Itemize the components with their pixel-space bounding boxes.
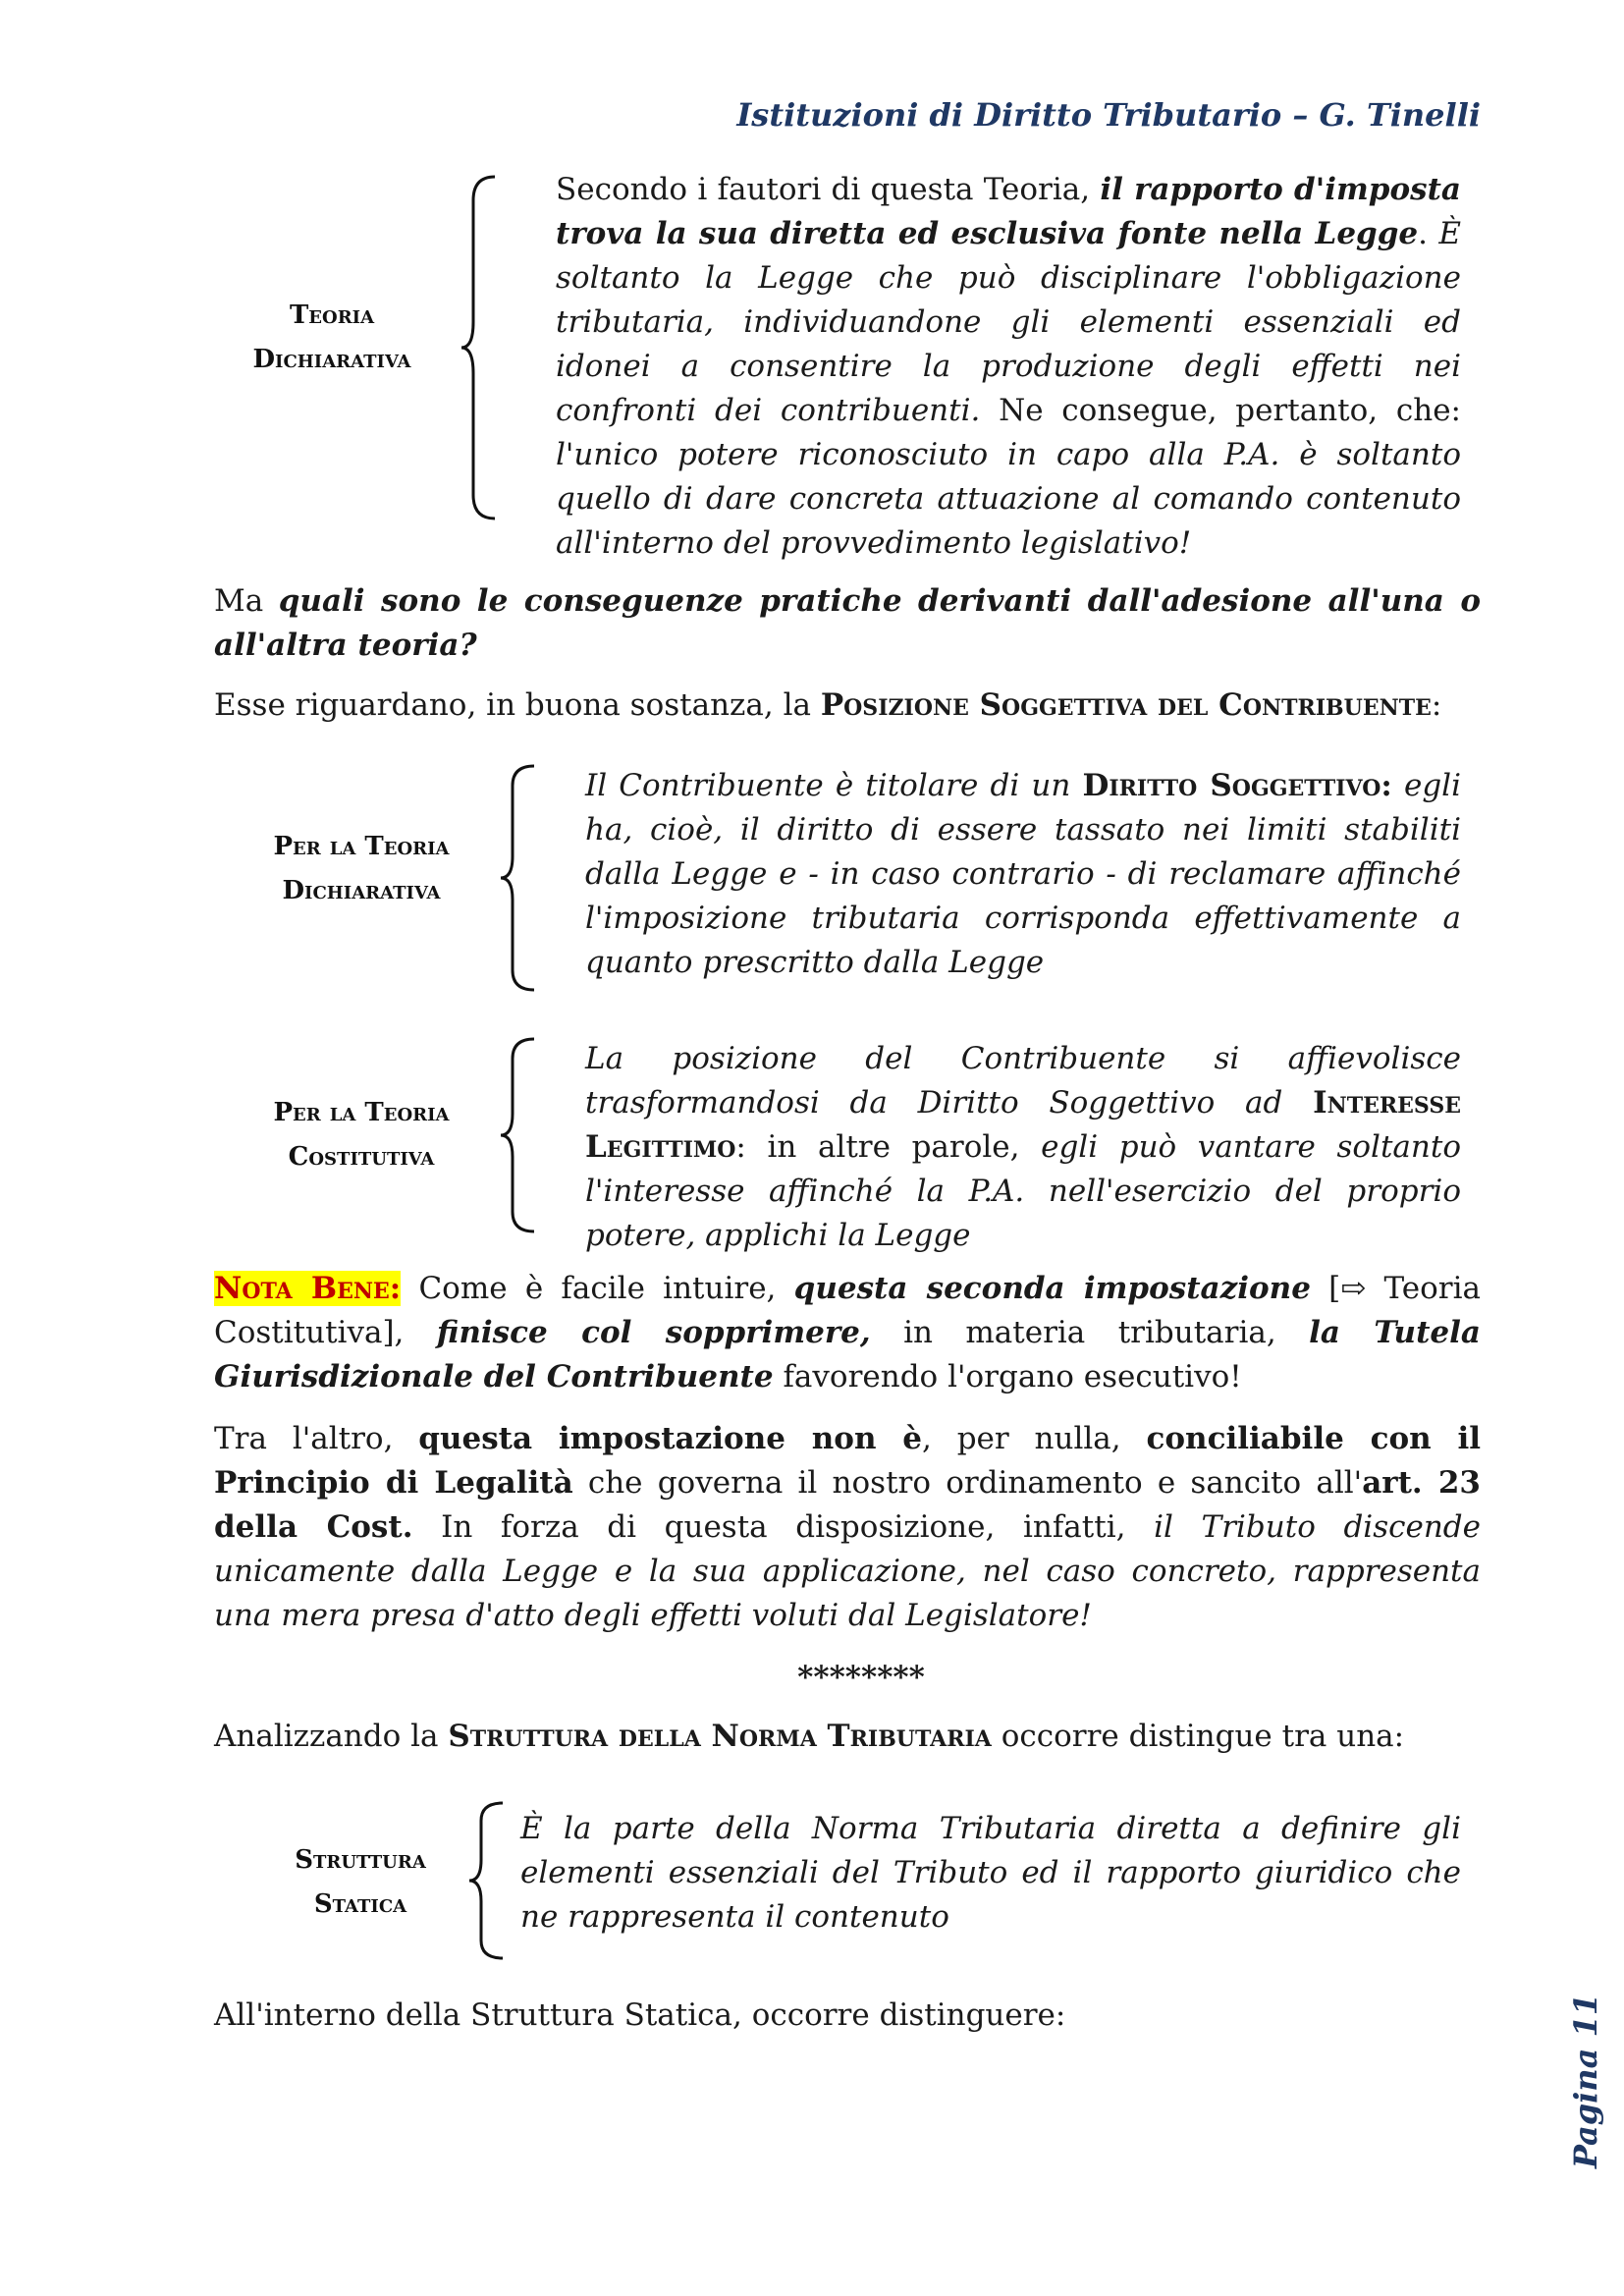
text-span: questa impostazione non è — [418, 1421, 922, 1456]
text-span: finisce col sopprimere, — [436, 1315, 871, 1350]
label-teoria-dichiarativa — [224, 294, 440, 382]
separator: ******** — [797, 1660, 925, 1695]
text-span: Esse riguardano, in buona sostanza, la — [214, 687, 821, 723]
per-teoria-dichiarativa-description — [585, 764, 1461, 985]
label-line1: Teoria — [289, 301, 375, 330]
paragraph-nota-bene — [214, 1267, 1481, 1399]
nota-bene-highlight: Nota Bene: — [214, 1271, 402, 1306]
label-line2: Statica — [313, 1889, 407, 1919]
smallcaps-term: Posizione Soggettiva del Contribuente — [820, 687, 1432, 723]
text-span: Ma — [214, 583, 279, 619]
text-span: conciliabile con il Principio di Legalità — [214, 1421, 1482, 1501]
paragraph-distinguere — [214, 1994, 1481, 2038]
emphasis-legge-fonte: il rapporto d'imposta trova la sua diretta ed esclusiva fonte nella Legge — [556, 172, 1461, 251]
text-span: : — [1431, 687, 1442, 723]
label-struttura-statica — [257, 1838, 463, 1927]
smallcaps-term: Interesse Legittimo — [585, 1085, 1461, 1165]
text-span: Analizzando la — [214, 1719, 449, 1754]
curly-brace — [458, 173, 501, 522]
text-span: . — [1418, 216, 1428, 251]
text-span: l'unico potere riconosciuto in capo alla P.A. è soltanto quello di dare concreta attuazione al comando contenuto all'interno del provvedimento legislativo! — [556, 437, 1461, 561]
text-span: il Tributo discende unicamente dalla Legge e la sua applicazione, nel caso concreto, rappresenta una mera presa d'atto degli effetti voluti dal Legislatore! — [214, 1509, 1481, 1633]
text-span: egli ha, cioè, il diritto di essere tassato nei limiti stabiliti dalla Legge e - in caso contrario - di reclamare affinché l'imposizione tributaria corrisponda effettivamente a quanto prescritto dalla Legge — [585, 768, 1461, 980]
page-number: Pagina 11 — [1567, 1994, 1604, 2169]
text-span: in materia tributaria, — [870, 1315, 1310, 1350]
label-line2: Dichiarativa — [282, 876, 441, 905]
curly-brace — [497, 762, 540, 994]
label-per-teoria-costitutiva — [244, 1091, 479, 1179]
document-header: Istituzioni di Diritto Tributario – G. Tinelli — [736, 96, 1481, 134]
text-span: che governa il nostro ordinamento e sancito all' — [572, 1465, 1363, 1501]
curly-brace — [497, 1035, 540, 1235]
text-span: : in altre parole, — [735, 1129, 1042, 1165]
text-span: occorre distingue tra una: — [991, 1719, 1405, 1754]
paragraph-legalita — [214, 1417, 1481, 1638]
text-span: la Tutela Giurisdizionale del Contribuente — [214, 1315, 1481, 1394]
teoria-dichiarativa-description — [556, 168, 1461, 566]
text-span: In forza di questa disposizione, infatti, — [412, 1509, 1155, 1545]
label-line1: Struttura — [295, 1845, 426, 1875]
text-span: Secondo i fautori di questa Teoria, — [556, 172, 1101, 207]
paragraph-struttura — [214, 1715, 1481, 1759]
per-teoria-costitutiva-description — [585, 1037, 1461, 1258]
text-span: questa seconda impostazione — [793, 1271, 1311, 1306]
text-span: Tra l'altro, — [214, 1421, 419, 1456]
text-span: egli può vantare soltanto l'interesse affinché la P.A. nell'esercizio del proprio potere, applichi la Legge — [585, 1129, 1461, 1253]
text-span: , per nulla, — [922, 1421, 1147, 1456]
label-line2: Dichiarativa — [252, 345, 411, 374]
text-span: [⇨ Teoria Costitutiva], — [214, 1271, 1481, 1350]
smallcaps-term: Diritto Soggettivo: — [1082, 768, 1392, 803]
text-span: Ne consegue, pertanto, che: — [980, 393, 1462, 428]
question-emphasis: quali sono le conseguenze pratiche derivanti dall'adesione all'una o all'altra teoria? — [214, 583, 1482, 663]
smallcaps-term: Struttura della Norma Tributaria — [448, 1719, 992, 1754]
label-per-teoria-dichiarativa — [244, 825, 479, 913]
text-span: La posizione del Contribuente si affievolisce trasformandosi da Diritto Soggettivo ad — [585, 1041, 1461, 1121]
text-span: È soltanto la Legge che può disciplinare l'obbligazione tributaria, individuandone gli elementi essenziali ed idonei a consentire la produzione degli effetti nei confronti dei contribuenti. — [556, 216, 1461, 428]
text-span: favorendo l'organo esecutivo! — [773, 1359, 1242, 1394]
label-line2: Costitutiva — [288, 1142, 435, 1172]
label-line1: Per la Teoria — [273, 832, 450, 861]
text-span: art. 23 della Cost. — [214, 1465, 1481, 1545]
text-span: È la parte della Norma Tributaria diretta a definire gli elementi essenziali del Tributo ed il rapporto giuridico che ne rappresenta il contenuto — [520, 1811, 1461, 1935]
text-span: Come è facile intuire, — [401, 1271, 794, 1306]
struttura-statica-description — [520, 1807, 1461, 1940]
curly-brace — [465, 1799, 509, 1962]
text-span: All'interno della Struttura Statica, occorre distinguere: — [214, 1997, 1066, 2033]
paragraph-question — [214, 579, 1481, 668]
paragraph-posizione — [214, 683, 1481, 728]
text-span: Il Contribuente è titolare di un — [585, 768, 1083, 803]
label-line1: Per la Teoria — [273, 1098, 450, 1127]
